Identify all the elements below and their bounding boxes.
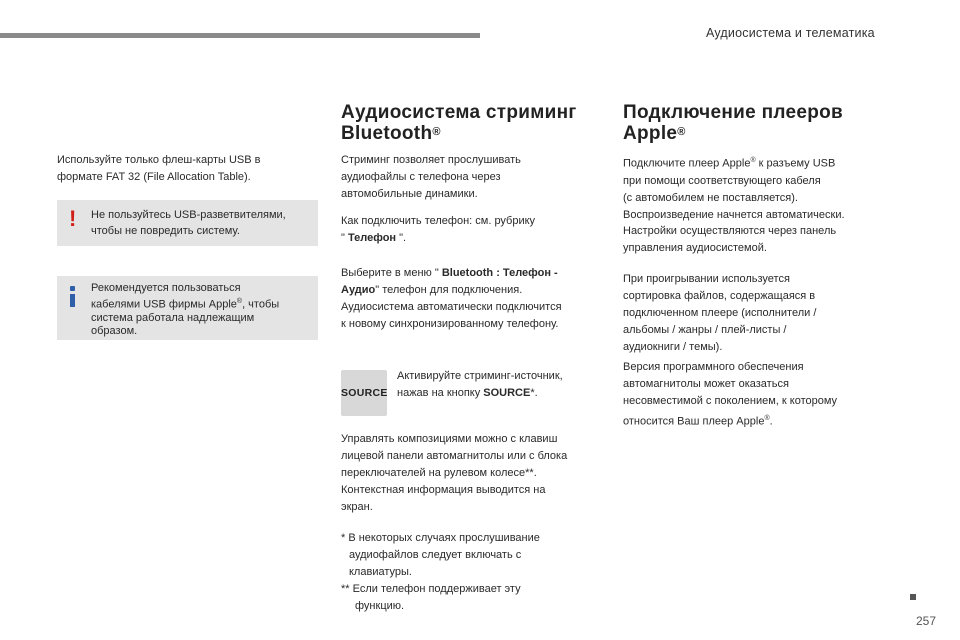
warning-box [57, 200, 318, 246]
page-end-marker [910, 594, 916, 600]
streaming-intro: Стриминг позволяет прослушивать аудиофайлы с телефона через автомобильные динамики. [341, 154, 521, 200]
info-text: Рекомендуется пользоваться кабелями USB фирмы Apple®, чтобы система работала надлежащим образом. [91, 282, 280, 337]
apple-compatibility-text: Версия программного обеспечения автомагнитолы может оказаться несовместимой с поколением, к которому относится Ваш плеер Apple®. [623, 361, 838, 428]
bluetooth-streaming-heading: Аудиосистема стриминг Bluetooth® [341, 102, 577, 144]
info-box [57, 276, 318, 340]
footnotes: * В некоторых случаях прослушивание аудиофайлов следует включать с клавиатуры. ** Если телефон поддерживает эту функцию. [341, 532, 540, 612]
header-rule [0, 33, 480, 38]
usb-format-note: Используйте только флеш-карты USB в формате FAT 32 (File Allocation Table). [57, 154, 261, 183]
apple-settings-text: Настройки осуществляются через панель управления аудиосистемой. [623, 225, 837, 254]
apple-sorting-text: При проигрывании используется сортировка файлов, содержащаяся в подключенном плеере (исполнители / альбомы / жанры / плей-листы / аудиокниги / темы). [623, 273, 817, 353]
source-button-illustration: SOURCE [341, 370, 387, 416]
apple-player-heading: Подключение плееров Apple® [623, 102, 844, 144]
track-control-text: Управлять композициями можно с клавиш лицевой панели автомагнитолы или с блока переключателей на рулевом колесе**. Контекстная информация выводится на экран. [341, 433, 568, 513]
page-number: 257 [916, 614, 937, 628]
info-icon [69, 286, 77, 308]
apple-connect-text: Подключите плеер Apple® к разъему USB при помощи соответствующего кабеля (с автомобилем не поставляется). Воспроизведение начнется автоматически. [623, 157, 845, 221]
phone-connect-ref: Как подключить телефон: см. рубрику " Телефон ". [341, 215, 536, 244]
warning-text: Не пользуйтесь USB-разветвителями, чтобы не повредить систему. [91, 209, 286, 237]
source-activation-text: Активируйте стриминг-источник, нажав на кнопку SOURCE*. [397, 370, 563, 399]
warning-exclamation-icon: ! [69, 206, 77, 231]
page-header-title: Аудиосистема и телематика [706, 26, 875, 40]
bluetooth-menu-instructions: Выберите в меню " Bluetooth : Телефон - Аудио" телефон для подключения. Аудиосистема автоматически подключится к новому синхронизированному телефону. [341, 267, 562, 330]
